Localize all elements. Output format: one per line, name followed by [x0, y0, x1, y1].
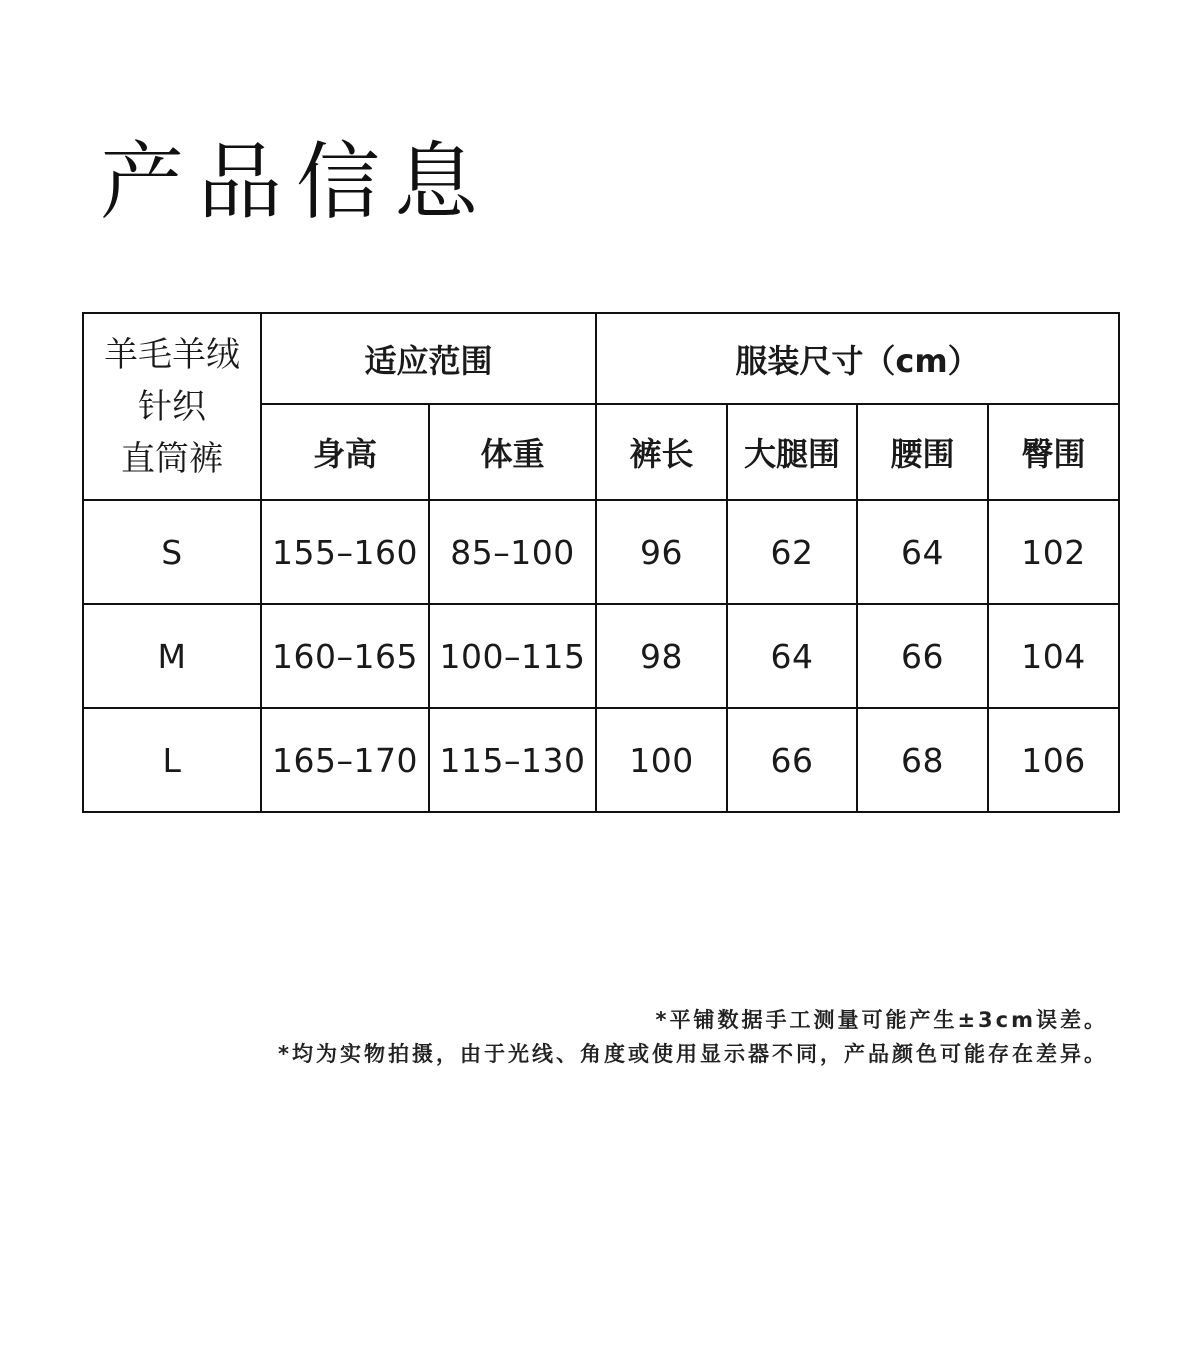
weight-value: 85–100	[429, 500, 596, 604]
weight-value: 100–115	[429, 604, 596, 708]
table-row	[83, 708, 1119, 812]
pants-length-value: 96	[596, 500, 727, 604]
weight-value: 115–130	[429, 708, 596, 812]
waist-value: 68	[857, 708, 988, 812]
table-row	[83, 500, 1119, 604]
size-label: M	[83, 604, 261, 708]
thigh-value: 64	[727, 604, 857, 708]
note-measurement-error: *平铺数据手工测量可能产生±3cm误差。	[655, 1008, 1108, 1032]
size-table	[82, 312, 1120, 813]
fit-range-header: 适应范围	[261, 313, 596, 404]
page-title: 产品信息	[100, 133, 493, 231]
waist-value: 66	[857, 604, 988, 708]
hip-value: 104	[988, 604, 1119, 708]
size-label: S	[83, 500, 261, 604]
pants-length-value: 98	[596, 604, 727, 708]
header-height: 身高	[261, 404, 429, 500]
header-hip: 臀围	[988, 404, 1119, 500]
header-waist: 腰围	[857, 404, 988, 500]
hip-value: 102	[988, 500, 1119, 604]
pants-length-value: 100	[596, 708, 727, 812]
product-name-line-1: 羊毛羊绒	[104, 334, 240, 375]
height-value: 155–160	[261, 500, 429, 604]
garment-size-header: 服装尺寸（cm）	[596, 313, 1119, 404]
product-name-line-2: 针织	[138, 386, 206, 427]
table-row	[83, 604, 1119, 708]
header-weight: 体重	[429, 404, 596, 500]
waist-value: 64	[857, 500, 988, 604]
product-name-line-3: 直筒裤	[121, 438, 223, 479]
header-thigh: 大腿围	[727, 404, 857, 500]
notes	[278, 1003, 1108, 1071]
thigh-value: 66	[727, 708, 857, 812]
product-name-cell	[83, 313, 261, 500]
table-header-row-group	[83, 313, 1119, 404]
size-label: L	[83, 708, 261, 812]
note-color-difference: *均为实物拍摄，由于光线、角度或使用显示器不同，产品颜色可能存在差异。	[278, 1042, 1108, 1066]
height-value: 165–170	[261, 708, 429, 812]
header-pants-length: 裤长	[596, 404, 727, 500]
hip-value: 106	[988, 708, 1119, 812]
height-value: 160–165	[261, 604, 429, 708]
thigh-value: 62	[727, 500, 857, 604]
